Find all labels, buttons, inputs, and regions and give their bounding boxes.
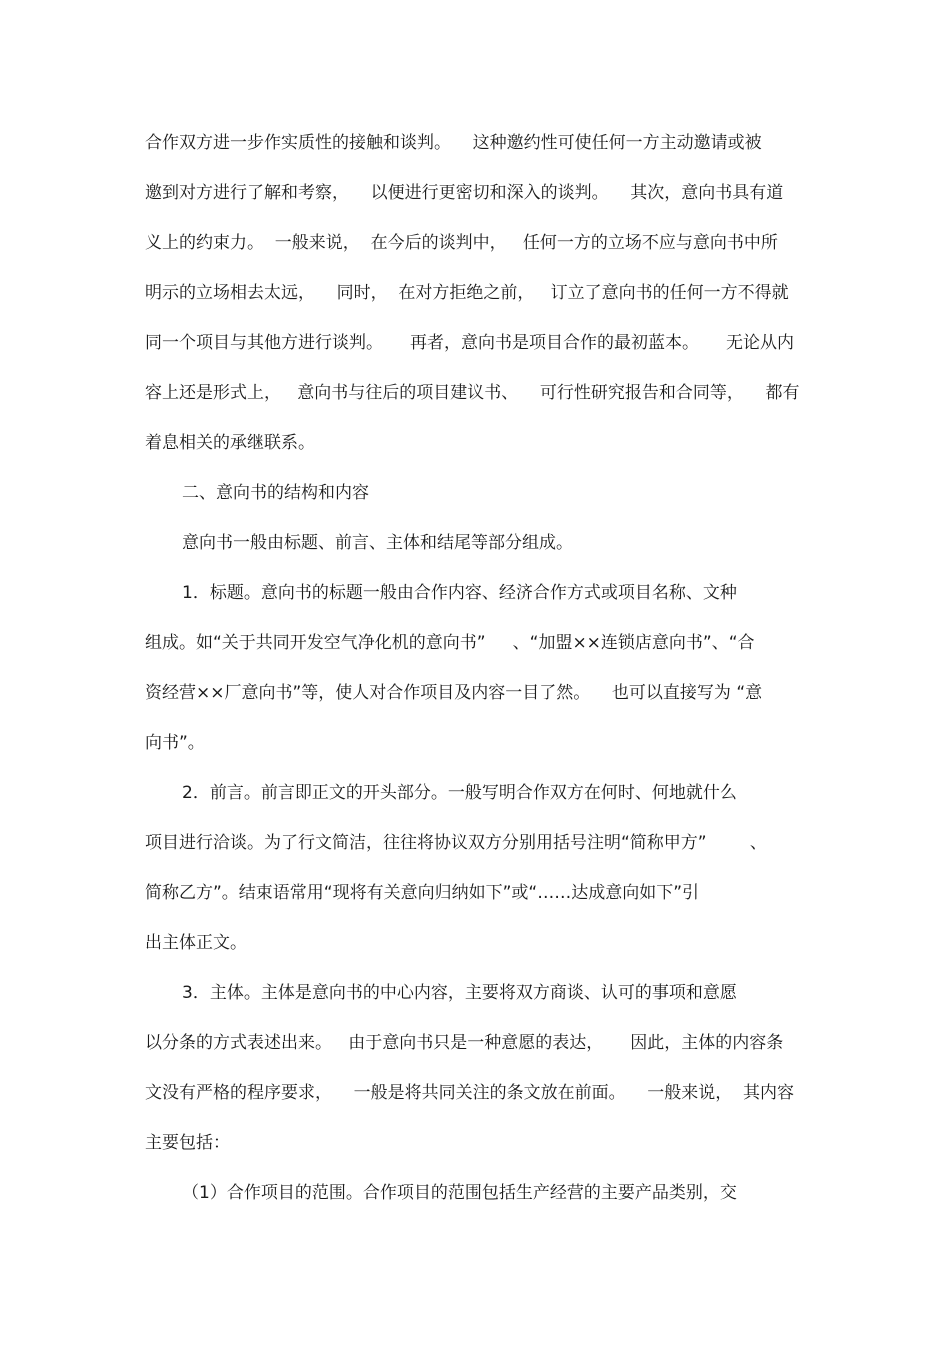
paragraph-line: 项目进行洽谈。为了行文简洁，往往将协议双方分别用括号注明“简称甲方” 、 (145, 833, 767, 853)
paragraph-line: 1．标题。意向书的标题一般由合作内容、经济合作方式或项目名称、文种 (182, 583, 737, 603)
paragraph-line: 出主体正文。 (145, 933, 247, 953)
paragraph-line: 简称乙方”。结束语常用“现将有关意向归纳如下”或“……达成意向如下”引 (145, 883, 700, 903)
paragraph-line: 合作双方进一步作实质性的接触和谈判。 这种邀约性可使任何一方主动邀请或被 (145, 133, 762, 153)
paragraph-line: 邀到对方进行了解和考察， 以便进行更密切和深入的谈判。 其次，意向书具有道 (145, 183, 784, 203)
paragraph-line: 3．主体。主体是意向书的中心内容，主要将双方商谈、认可的事项和意愿 (182, 983, 737, 1003)
paragraph-line: 以分条的方式表述出来。 由于意向书只是一种意愿的表达， 因此，主体的内容条 (145, 1033, 784, 1053)
paragraph-line: 2．前言。前言即正文的开头部分。一般写明合作双方在何时、何地就什么 (182, 783, 737, 803)
paragraph-line: 主要包括： (145, 1133, 230, 1153)
paragraph-line: 向书”。 (145, 733, 205, 753)
paragraph-line: 资经营××厂意向书”等，使人对合作项目及内容一目了然。 也可以直接写为 “意 (145, 683, 763, 703)
paragraph-line: 意向书一般由标题、前言、主体和结尾等部分组成。 (182, 533, 573, 553)
paragraph-line: 着息相关的承继联系。 (145, 433, 315, 453)
paragraph-line: （1）合作项目的范围。合作项目的范围包括生产经营的主要产品类别，交 (182, 1183, 737, 1203)
section-heading: 二、意向书的结构和内容 (182, 483, 369, 503)
paragraph-line: 文没有严格的程序要求， 一般是将共同关注的条文放在前面。 一般来说， 其内容 (145, 1083, 795, 1103)
paragraph-line: 明示的立场相去太远， 同时， 在对方拒绝之前， 订立了意向书的任何一方不得就 (145, 283, 789, 303)
paragraph-line: 组成。如“关于共同开发空气净化机的意向书” 、“加盟××连锁店意向书”、“合 (145, 633, 755, 653)
paragraph-line: 容上还是形式上， 意向书与往后的项目建议书、 可行性研究报告和合同等， 都有 (145, 383, 800, 403)
paragraph-line: 义上的约束力。 一般来说， 在今后的谈判中， 任何一方的立场不应与意向书中所 (145, 233, 778, 253)
paragraph-line: 同一个项目与其他方进行谈判。 再者，意向书是项目合作的最初蓝本。 无论从内 (145, 333, 795, 353)
